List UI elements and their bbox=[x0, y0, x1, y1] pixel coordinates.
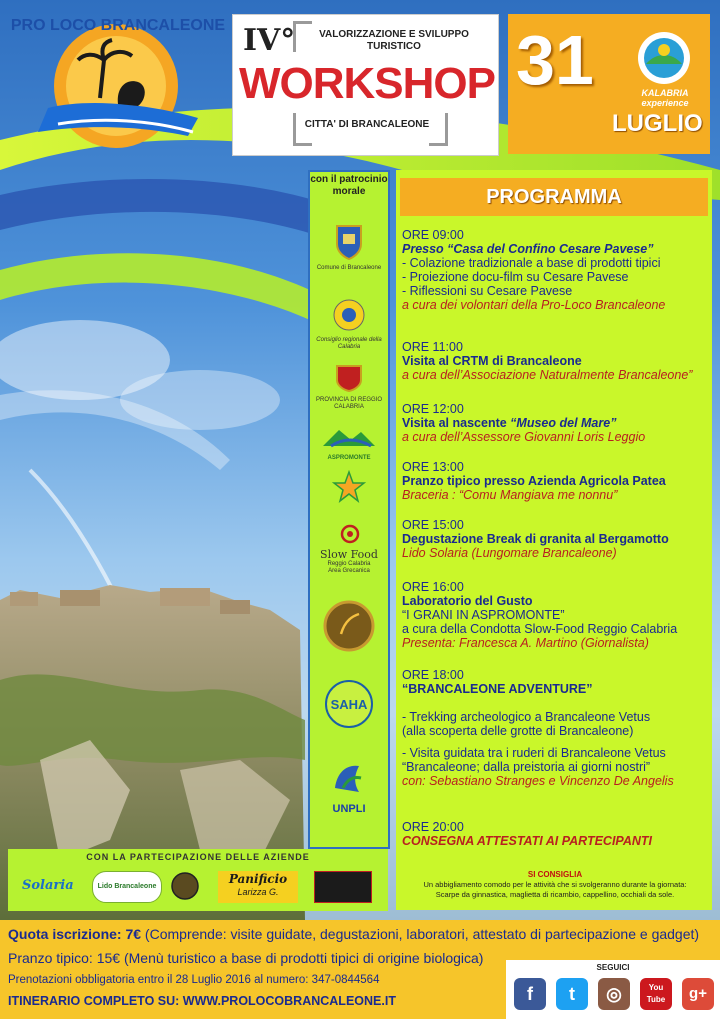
booking-line: Prenotazioni obbligatoria entro il 28 Luglio 2016 al numero: 347-0844564 bbox=[8, 974, 380, 986]
patron-label: Comune di Brancaleone bbox=[316, 265, 382, 271]
block-note: Braceria : “Comu Mangiava me nonnu” bbox=[402, 488, 618, 502]
block-line: Visita al nascente bbox=[402, 416, 511, 430]
panificio-name: Panificio bbox=[228, 872, 288, 886]
block-time: ORE 13:00 bbox=[402, 460, 464, 474]
patron-star bbox=[310, 470, 388, 509]
workshop-title-box bbox=[232, 14, 499, 156]
company-solaria: Solaria bbox=[22, 878, 74, 893]
program-block-1800 bbox=[402, 668, 710, 788]
patron-provincia bbox=[310, 362, 388, 411]
panificio-owner: Larizza G. bbox=[237, 887, 279, 897]
advice-box bbox=[402, 870, 708, 900]
block-time: ORE 15:00 bbox=[402, 518, 464, 532]
date-box bbox=[508, 14, 710, 154]
lunch-line: Pranzo tipico: 15€ (Menù turistico a base di prodotti tipici di origine biologica) bbox=[8, 950, 484, 966]
unpli-logo-icon bbox=[329, 758, 369, 798]
program-block-1300 bbox=[402, 460, 710, 502]
block-note: con: Sebastiano Stranges e Vincenzo De Angelis bbox=[402, 774, 674, 788]
program-block-1500 bbox=[402, 518, 710, 560]
subtitle-line: TURISTICO bbox=[367, 41, 421, 52]
patronage-heading bbox=[310, 174, 388, 198]
footer-info bbox=[0, 920, 720, 1019]
edition-number: IV° bbox=[243, 23, 296, 58]
google-plus-icon[interactable]: g+ bbox=[682, 978, 714, 1010]
block-line: Pranzo tipico presso Azienda Agricola Patea bbox=[402, 474, 666, 488]
patron-aspromonte bbox=[310, 424, 388, 462]
program-block-0900 bbox=[402, 228, 710, 312]
follow-label: SEGUICI bbox=[596, 963, 630, 972]
coat-of-arms-icon bbox=[334, 222, 364, 260]
event-day: 31 bbox=[516, 21, 594, 99]
patron-label: Consiglio regionale della Calabria bbox=[316, 337, 382, 350]
patronage-heading-line: con il patrocinio bbox=[310, 174, 388, 185]
block-line: - Proiezione docu-film su Cesare Pavese bbox=[402, 270, 629, 284]
block-line: - Trekking archeologico a Brancaleone Vetus bbox=[402, 710, 651, 724]
museum-name: “Museo del Mare” bbox=[510, 416, 617, 430]
saha-label: SAHA bbox=[330, 697, 368, 712]
block-line: Presso “Casa del Confino Cesare Pavese” bbox=[402, 242, 654, 256]
kalabria-tagline: experience bbox=[641, 98, 689, 108]
patron-comune bbox=[310, 222, 388, 272]
block-time: ORE 16:00 bbox=[402, 580, 464, 594]
itinerary-link[interactable]: ITINERARIO COMPLETO SU: WWW.PROLOCOBRANCALEONE.IT bbox=[8, 994, 396, 1008]
block-time: ORE 18:00 bbox=[402, 668, 464, 682]
program-block-2000 bbox=[402, 820, 710, 848]
event-month: LUGLIO bbox=[612, 110, 703, 137]
block-line: (alla scoperta delle grotte di Brancaleone) bbox=[402, 724, 634, 738]
workshop-subtitle bbox=[299, 29, 489, 53]
fee-label: Quota iscrizione: 7€ bbox=[8, 926, 142, 942]
block-line: Laboratorio del Gusto bbox=[402, 594, 533, 608]
block-note: a cura dell’Assessore Giovanni Loris Leggio bbox=[402, 430, 646, 444]
company-dark-logo bbox=[314, 871, 372, 903]
advice-line: Scarpe da ginnastica, maglietta di ricambio, cappellino, occhiali da sole. bbox=[435, 890, 675, 899]
fee-line bbox=[8, 926, 699, 942]
block-note: a cura dei volontari della Pro-Loco Brancaleone bbox=[402, 298, 666, 312]
block-line: “I GRANI IN ASPROMONTE” bbox=[402, 608, 565, 622]
regional-emblem-icon bbox=[332, 298, 366, 332]
star-logo-icon bbox=[332, 470, 366, 504]
block-line: “Brancaleone; dalla preistoria ai giorni nostri” bbox=[402, 760, 651, 774]
grain-seal-icon bbox=[323, 600, 375, 652]
snail-icon bbox=[338, 524, 360, 544]
patron-label: PROVINCIA DI REGGIO CALABRIA bbox=[315, 397, 382, 410]
program-block-1600 bbox=[402, 580, 710, 650]
patron-regione bbox=[310, 298, 388, 351]
patron-round-seal bbox=[310, 600, 388, 657]
companies-heading: CON LA PARTECIPAZIONE DELLE AZIENDE bbox=[86, 852, 310, 862]
companies-bar bbox=[8, 849, 388, 911]
patronage-heading-line: morale bbox=[332, 186, 366, 197]
workshop-title: WORKSHOP bbox=[239, 59, 495, 108]
block-line: a cura della Condotta Slow-Food Reggio Calabria bbox=[402, 622, 678, 636]
patron-label: ASPROMONTE bbox=[327, 455, 371, 461]
unpli-name: UNPLI bbox=[332, 803, 366, 815]
block-time: ORE 20:00 bbox=[402, 820, 464, 834]
block-note: a cura dell’Associazione Naturalmente Brancaleone” bbox=[402, 368, 693, 382]
block-line: Visita al CRTM di Brancaleone bbox=[402, 354, 582, 368]
company-panificio bbox=[218, 871, 298, 903]
program-panel bbox=[396, 170, 712, 910]
block-time: ORE 12:00 bbox=[402, 402, 464, 416]
block-line: - Visita guidata tra i ruderi di Brancaleone Vetus bbox=[402, 746, 666, 760]
twitter-icon[interactable]: t bbox=[556, 978, 588, 1010]
company-lido: Lido Brancaleone bbox=[92, 871, 162, 903]
slowfood-name: Slow Food bbox=[320, 548, 378, 561]
youtube-icon[interactable]: You Tube bbox=[640, 978, 672, 1010]
kalabria-name: KALABRIA bbox=[641, 88, 689, 98]
kalabria-label bbox=[620, 88, 710, 108]
block-line: CONSEGNA ATTESTATI AI PARTECIPANTI bbox=[402, 834, 652, 848]
block-line: Degustazione Break di granita al Bergamotto bbox=[402, 532, 669, 546]
block-note: Lido Solaria (Lungomare Brancaleone) bbox=[402, 546, 617, 560]
facebook-icon[interactable]: f bbox=[514, 978, 546, 1010]
patron-label: Reggio Calabria bbox=[327, 561, 371, 567]
advice-line: Un abbigliamento comodo per le attività che si svolgeranno durante la giornata: bbox=[423, 880, 687, 889]
subtitle-line: VALORIZZAZIONE E SVILUPPO bbox=[319, 29, 469, 40]
fee-detail: (Comprende: visite guidate, degustazioni, laboratori, attestato di partecipazione e gadget) bbox=[141, 926, 700, 942]
instagram-icon[interactable]: ◎ bbox=[598, 978, 630, 1010]
block-line: - Colazione tradizionale a base di prodotti tipici bbox=[402, 256, 661, 270]
block-time: ORE 09:00 bbox=[402, 228, 464, 242]
program-block-1200 bbox=[402, 402, 710, 444]
block-time: ORE 11:00 bbox=[402, 340, 463, 354]
program-block-1100 bbox=[402, 340, 710, 382]
provincial-emblem-icon bbox=[334, 362, 364, 392]
city-label: CITTA' DI BRANCALEONE bbox=[304, 119, 430, 130]
advice-heading: SI CONSIGLIA bbox=[527, 870, 583, 879]
patron-label: Area Grecanica bbox=[328, 568, 370, 574]
block-line: - Riflessioni su Cesare Pavese bbox=[402, 284, 573, 298]
block-note: Presenta: Francesca A. Martino (Giornalista) bbox=[402, 636, 649, 650]
patron-saha bbox=[310, 678, 388, 735]
company-round-logo-icon bbox=[170, 871, 200, 901]
pro-loco-logo bbox=[8, 8, 228, 158]
block-line: “BRANCALEONE ADVENTURE” bbox=[402, 682, 593, 696]
aspromonte-logo-icon bbox=[321, 424, 377, 450]
social-panel bbox=[506, 960, 720, 1019]
patronage-column bbox=[308, 170, 390, 849]
saha-logo-icon bbox=[323, 678, 375, 730]
logo-text: PRO LOCO BRANCALEONE bbox=[10, 17, 226, 34]
patron-slowfood bbox=[310, 524, 388, 575]
program-title: PROGRAMMA bbox=[400, 178, 708, 216]
patron-unpli bbox=[310, 758, 388, 815]
